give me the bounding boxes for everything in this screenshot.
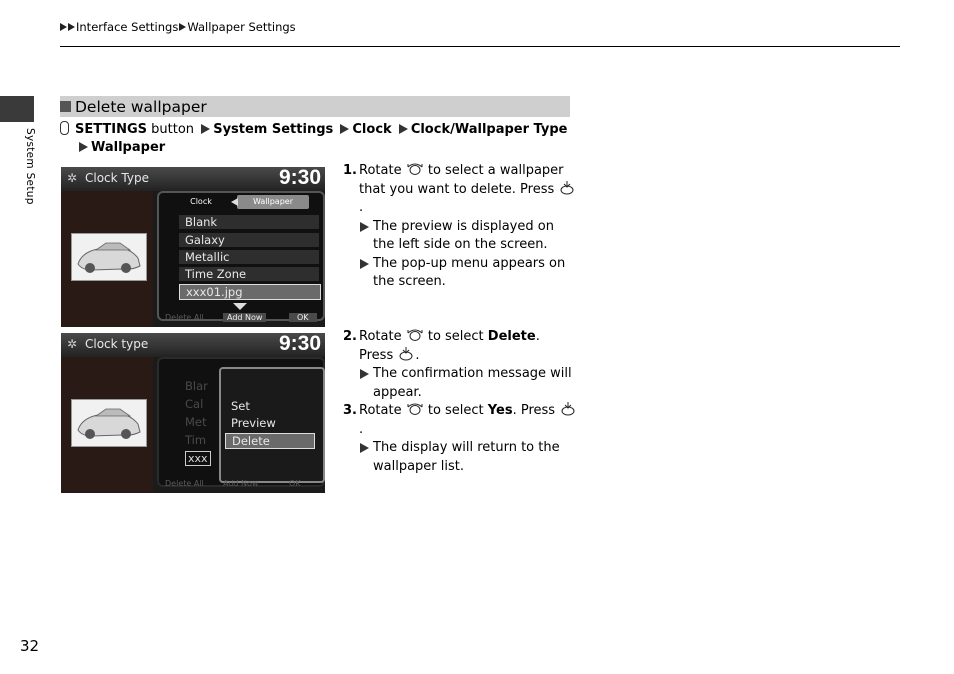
delete-all-button[interactable]: Delete All <box>165 479 204 488</box>
dimmed-option: Blar <box>185 379 208 393</box>
dimmed-option: Cal <box>185 397 204 411</box>
result-arrow-icon <box>360 443 369 453</box>
breadcrumb <box>60 20 296 34</box>
result-arrow-icon <box>360 259 369 269</box>
step-keyword: Delete <box>487 329 536 344</box>
chapter-tab <box>0 96 34 122</box>
path-step: Clock/Wallpaper Type <box>410 122 568 137</box>
step-text: to select a wallpaper that you want to delete. Press <box>359 163 564 197</box>
step-text: . <box>415 347 420 363</box>
section-heading <box>60 96 570 117</box>
scroll-down-icon <box>233 303 247 310</box>
rotate-knob-icon <box>406 402 424 416</box>
step-text: . Press <box>512 403 556 418</box>
header-divider <box>60 46 900 47</box>
dimmed-option: xxx <box>185 451 211 466</box>
wallpaper-option[interactable]: Metallic <box>179 250 319 264</box>
gear-icon: ✲ <box>67 171 78 185</box>
gear-icon: ✲ <box>67 337 78 351</box>
press-knob-icon <box>558 181 576 195</box>
step-keyword: Yes <box>487 403 513 418</box>
step-result: The pop-up menu appears on the screen. <box>373 255 566 289</box>
breadcrumb-item[interactable]: Interface Settings <box>76 20 179 34</box>
press-knob-icon <box>397 347 415 361</box>
rotate-knob-icon <box>406 162 424 176</box>
step-number: 1. <box>343 163 357 178</box>
press-knob-icon <box>559 402 577 416</box>
step-text: to select <box>427 403 484 418</box>
tab-row <box>161 195 313 209</box>
chapter-label: System Setup <box>24 128 36 205</box>
dimmed-option: Tim <box>185 433 207 447</box>
car-preview-image <box>71 399 147 447</box>
page-number: 32 <box>20 637 40 655</box>
step-text: Rotate <box>359 163 402 178</box>
menu-path <box>60 121 580 156</box>
square-bullet-icon <box>60 101 71 112</box>
step-text: . Press <box>359 329 540 363</box>
path-step: Clock <box>352 122 392 137</box>
path-button-word: button <box>151 122 195 137</box>
dimmed-option: Met <box>185 415 207 429</box>
arrow-icon <box>399 124 408 134</box>
car-preview-image <box>71 233 147 281</box>
rotate-knob-icon <box>406 328 424 342</box>
section-title: Delete wallpaper <box>75 97 207 116</box>
tab-wallpaper[interactable]: Wallpaper <box>237 195 309 209</box>
step-text: to select <box>427 329 484 344</box>
screenshot-wallpaper-list <box>61 167 325 327</box>
ok-button[interactable]: OK <box>289 479 301 488</box>
breadcrumb-item[interactable]: Wallpaper Settings <box>187 20 296 34</box>
arrow-icon <box>60 23 67 31</box>
ok-button[interactable]: OK <box>289 313 317 322</box>
clock-time: 9:30 <box>278 167 321 189</box>
tab-arrow-icon <box>231 198 238 206</box>
popup-option-set[interactable]: Set <box>231 399 250 413</box>
delete-all-button[interactable]: Delete All <box>165 313 204 322</box>
bottom-bar <box>153 479 325 493</box>
step-result: The display will return to the wallpaper list. <box>373 440 560 474</box>
add-now-button[interactable]: Add Now <box>223 479 259 488</box>
screen-title: Clock Type <box>85 171 149 185</box>
step-number: 2. <box>343 329 357 344</box>
arrow-icon <box>179 23 186 31</box>
arrow-icon <box>201 124 210 134</box>
arrow-icon <box>79 142 88 152</box>
step-number: 3. <box>343 403 357 418</box>
screenshot-popup-menu <box>61 333 325 493</box>
arrow-icon <box>68 23 75 31</box>
add-now-button[interactable]: Add Now <box>223 313 266 322</box>
path-button-name: SETTINGS <box>75 122 148 137</box>
path-step: Wallpaper <box>91 139 166 155</box>
path-step: System Settings <box>213 122 334 137</box>
tab-clock[interactable]: Clock <box>190 197 212 206</box>
wallpaper-option[interactable]: Galaxy <box>179 233 319 247</box>
step-text: Rotate <box>359 329 402 344</box>
step-2-3 <box>343 328 578 476</box>
wallpaper-option[interactable]: Blank <box>179 215 319 229</box>
bottom-bar <box>153 313 325 327</box>
step-text: Rotate <box>359 403 402 418</box>
step-text: . <box>359 200 364 215</box>
clock-time: 9:30 <box>278 333 321 355</box>
result-arrow-icon <box>360 369 369 379</box>
step-result: The preview is displayed on the left side on the screen. <box>373 218 554 252</box>
result-arrow-icon <box>360 222 369 232</box>
step-text: . <box>359 421 364 437</box>
arrow-icon <box>340 124 349 134</box>
screen-title: Clock type <box>85 337 149 351</box>
popup-option-delete[interactable]: Delete <box>225 433 315 449</box>
wallpaper-option[interactable]: Time Zone <box>179 267 319 281</box>
voice-command-icon <box>60 121 69 135</box>
step-1 <box>343 162 578 292</box>
popup-option-preview[interactable]: Preview <box>231 416 276 430</box>
wallpaper-option-selected[interactable]: xxx01.jpg <box>179 284 321 300</box>
step-result: The confirmation message will appear. <box>373 366 572 400</box>
